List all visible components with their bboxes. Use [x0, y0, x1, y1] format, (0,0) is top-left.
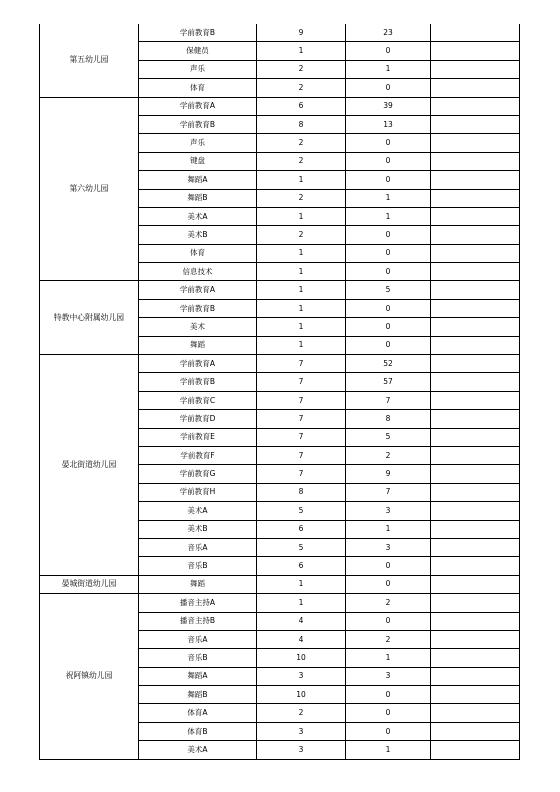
- remark-cell: [431, 704, 520, 722]
- recruitment-table: [39, 24, 520, 760]
- subject-cell: 体育: [139, 244, 257, 262]
- count-b-cell: 0: [346, 263, 431, 281]
- subject-cell: 舞蹈: [139, 336, 257, 354]
- remark-cell: [431, 686, 520, 704]
- remark-cell: [431, 79, 520, 97]
- school-name-cell: 第六幼儿园: [40, 97, 139, 281]
- subject-cell: 音乐A: [139, 630, 257, 648]
- count-b-cell: 3: [346, 538, 431, 556]
- remark-cell: [431, 281, 520, 299]
- count-b-cell: 5: [346, 281, 431, 299]
- count-b-cell: 1: [346, 189, 431, 207]
- remark-cell: [431, 483, 520, 501]
- count-b-cell: 0: [346, 612, 431, 630]
- count-a-cell: 1: [257, 281, 346, 299]
- count-a-cell: 6: [257, 557, 346, 575]
- count-a-cell: 3: [257, 667, 346, 685]
- subject-cell: 学前教育D: [139, 410, 257, 428]
- subject-cell: 舞蹈: [139, 575, 257, 593]
- remark-cell: [431, 42, 520, 60]
- subject-cell: 键盘: [139, 152, 257, 170]
- remark-cell: [431, 391, 520, 409]
- count-b-cell: 23: [346, 24, 431, 42]
- remark-cell: [431, 722, 520, 740]
- count-b-cell: 1: [346, 649, 431, 667]
- remark-cell: [431, 649, 520, 667]
- count-b-cell: 3: [346, 502, 431, 520]
- count-a-cell: 7: [257, 465, 346, 483]
- count-a-cell: 5: [257, 538, 346, 556]
- count-a-cell: 7: [257, 446, 346, 464]
- subject-cell: 声乐: [139, 134, 257, 152]
- count-b-cell: 0: [346, 557, 431, 575]
- count-a-cell: 2: [257, 226, 346, 244]
- count-b-cell: 0: [346, 79, 431, 97]
- subject-cell: 音乐B: [139, 649, 257, 667]
- subject-cell: 学前教育B: [139, 373, 257, 391]
- count-a-cell: 1: [257, 171, 346, 189]
- remark-cell: [431, 189, 520, 207]
- count-a-cell: 1: [257, 594, 346, 612]
- remark-cell: [431, 318, 520, 336]
- count-b-cell: 0: [346, 722, 431, 740]
- subject-cell: 美术B: [139, 520, 257, 538]
- count-a-cell: 6: [257, 520, 346, 538]
- count-b-cell: 1: [346, 207, 431, 225]
- count-a-cell: 1: [257, 336, 346, 354]
- subject-cell: 学前教育C: [139, 391, 257, 409]
- count-a-cell: 4: [257, 630, 346, 648]
- remark-cell: [431, 336, 520, 354]
- count-b-cell: 1: [346, 60, 431, 78]
- count-b-cell: 7: [346, 483, 431, 501]
- count-a-cell: 7: [257, 391, 346, 409]
- remark-cell: [431, 299, 520, 317]
- count-b-cell: 0: [346, 171, 431, 189]
- count-a-cell: 2: [257, 152, 346, 170]
- count-b-cell: 2: [346, 594, 431, 612]
- count-b-cell: 0: [346, 686, 431, 704]
- count-a-cell: 1: [257, 318, 346, 336]
- count-a-cell: 7: [257, 373, 346, 391]
- count-b-cell: 0: [346, 575, 431, 593]
- remark-cell: [431, 538, 520, 556]
- count-b-cell: 5: [346, 428, 431, 446]
- remark-cell: [431, 207, 520, 225]
- count-b-cell: 13: [346, 115, 431, 133]
- count-a-cell: 2: [257, 60, 346, 78]
- remark-cell: [431, 263, 520, 281]
- subject-cell: 美术B: [139, 226, 257, 244]
- remark-cell: [431, 115, 520, 133]
- subject-cell: 播音主持A: [139, 594, 257, 612]
- count-a-cell: 3: [257, 722, 346, 740]
- count-b-cell: 0: [346, 704, 431, 722]
- remark-cell: [431, 373, 520, 391]
- remark-cell: [431, 612, 520, 630]
- count-b-cell: 7: [346, 391, 431, 409]
- subject-cell: 学前教育B: [139, 24, 257, 42]
- remark-cell: [431, 428, 520, 446]
- count-a-cell: 7: [257, 410, 346, 428]
- subject-cell: 学前教育H: [139, 483, 257, 501]
- table-body: [40, 24, 520, 759]
- count-a-cell: 6: [257, 97, 346, 115]
- table-row: [40, 24, 520, 42]
- count-b-cell: 0: [346, 299, 431, 317]
- remark-cell: [431, 24, 520, 42]
- remark-cell: [431, 557, 520, 575]
- count-b-cell: 2: [346, 446, 431, 464]
- school-name-cell: 晏北街道幼儿园: [40, 355, 139, 576]
- remark-cell: [431, 667, 520, 685]
- remark-cell: [431, 630, 520, 648]
- count-a-cell: 1: [257, 42, 346, 60]
- count-a-cell: 2: [257, 189, 346, 207]
- count-a-cell: 1: [257, 575, 346, 593]
- subject-cell: 体育B: [139, 722, 257, 740]
- count-a-cell: 8: [257, 483, 346, 501]
- subject-cell: 美术A: [139, 741, 257, 759]
- remark-cell: [431, 502, 520, 520]
- table-row: [40, 281, 520, 299]
- subject-cell: 学前教育B: [139, 299, 257, 317]
- count-b-cell: 3: [346, 667, 431, 685]
- count-b-cell: 0: [346, 42, 431, 60]
- subject-cell: 播音主持B: [139, 612, 257, 630]
- count-b-cell: 0: [346, 336, 431, 354]
- table-row: [40, 355, 520, 373]
- school-name-cell: 祝阿镇幼儿园: [40, 594, 139, 760]
- count-b-cell: 57: [346, 373, 431, 391]
- count-b-cell: 0: [346, 318, 431, 336]
- count-a-cell: 2: [257, 704, 346, 722]
- remark-cell: [431, 520, 520, 538]
- count-b-cell: 2: [346, 630, 431, 648]
- count-a-cell: 8: [257, 115, 346, 133]
- count-a-cell: 1: [257, 263, 346, 281]
- subject-cell: 舞蹈A: [139, 171, 257, 189]
- count-a-cell: 5: [257, 502, 346, 520]
- remark-cell: [431, 134, 520, 152]
- count-a-cell: 2: [257, 79, 346, 97]
- subject-cell: 保健员: [139, 42, 257, 60]
- school-name-cell: 特教中心附属幼儿园: [40, 281, 139, 355]
- subject-cell: 学前教育E: [139, 428, 257, 446]
- subject-cell: 体育A: [139, 704, 257, 722]
- subject-cell: 学前教育F: [139, 446, 257, 464]
- subject-cell: 音乐B: [139, 557, 257, 575]
- school-name-cell: 晏城街道幼儿园: [40, 575, 139, 593]
- subject-cell: 学前教育G: [139, 465, 257, 483]
- remark-cell: [431, 171, 520, 189]
- count-a-cell: 10: [257, 649, 346, 667]
- count-b-cell: 0: [346, 134, 431, 152]
- count-b-cell: 8: [346, 410, 431, 428]
- subject-cell: 声乐: [139, 60, 257, 78]
- count-a-cell: 3: [257, 741, 346, 759]
- subject-cell: 体育: [139, 79, 257, 97]
- subject-cell: 美术A: [139, 207, 257, 225]
- subject-cell: 舞蹈B: [139, 189, 257, 207]
- count-a-cell: 2: [257, 134, 346, 152]
- remark-cell: [431, 226, 520, 244]
- school-name-cell: 第五幼儿园: [40, 24, 139, 97]
- remark-cell: [431, 152, 520, 170]
- subject-cell: 舞蹈B: [139, 686, 257, 704]
- count-a-cell: 7: [257, 428, 346, 446]
- remark-cell: [431, 575, 520, 593]
- subject-cell: 学前教育A: [139, 97, 257, 115]
- count-b-cell: 0: [346, 152, 431, 170]
- remark-cell: [431, 244, 520, 262]
- count-b-cell: 9: [346, 465, 431, 483]
- subject-cell: 美术A: [139, 502, 257, 520]
- table-row: [40, 594, 520, 612]
- remark-cell: [431, 410, 520, 428]
- count-a-cell: 9: [257, 24, 346, 42]
- count-b-cell: 1: [346, 520, 431, 538]
- count-a-cell: 7: [257, 355, 346, 373]
- table-row: [40, 575, 520, 593]
- subject-cell: 音乐A: [139, 538, 257, 556]
- count-a-cell: 1: [257, 299, 346, 317]
- remark-cell: [431, 97, 520, 115]
- count-b-cell: 1: [346, 741, 431, 759]
- count-a-cell: 10: [257, 686, 346, 704]
- subject-cell: 信息技术: [139, 263, 257, 281]
- remark-cell: [431, 446, 520, 464]
- count-a-cell: 4: [257, 612, 346, 630]
- subject-cell: 舞蹈A: [139, 667, 257, 685]
- remark-cell: [431, 355, 520, 373]
- count-b-cell: 39: [346, 97, 431, 115]
- subject-cell: 美术: [139, 318, 257, 336]
- count-a-cell: 1: [257, 207, 346, 225]
- remark-cell: [431, 594, 520, 612]
- count-a-cell: 1: [257, 244, 346, 262]
- subject-cell: 学前教育A: [139, 281, 257, 299]
- subject-cell: 学前教育A: [139, 355, 257, 373]
- subject-cell: 学前教育B: [139, 115, 257, 133]
- remark-cell: [431, 741, 520, 759]
- count-b-cell: 52: [346, 355, 431, 373]
- remark-cell: [431, 465, 520, 483]
- remark-cell: [431, 60, 520, 78]
- table-row: [40, 97, 520, 115]
- count-b-cell: 0: [346, 226, 431, 244]
- count-b-cell: 0: [346, 244, 431, 262]
